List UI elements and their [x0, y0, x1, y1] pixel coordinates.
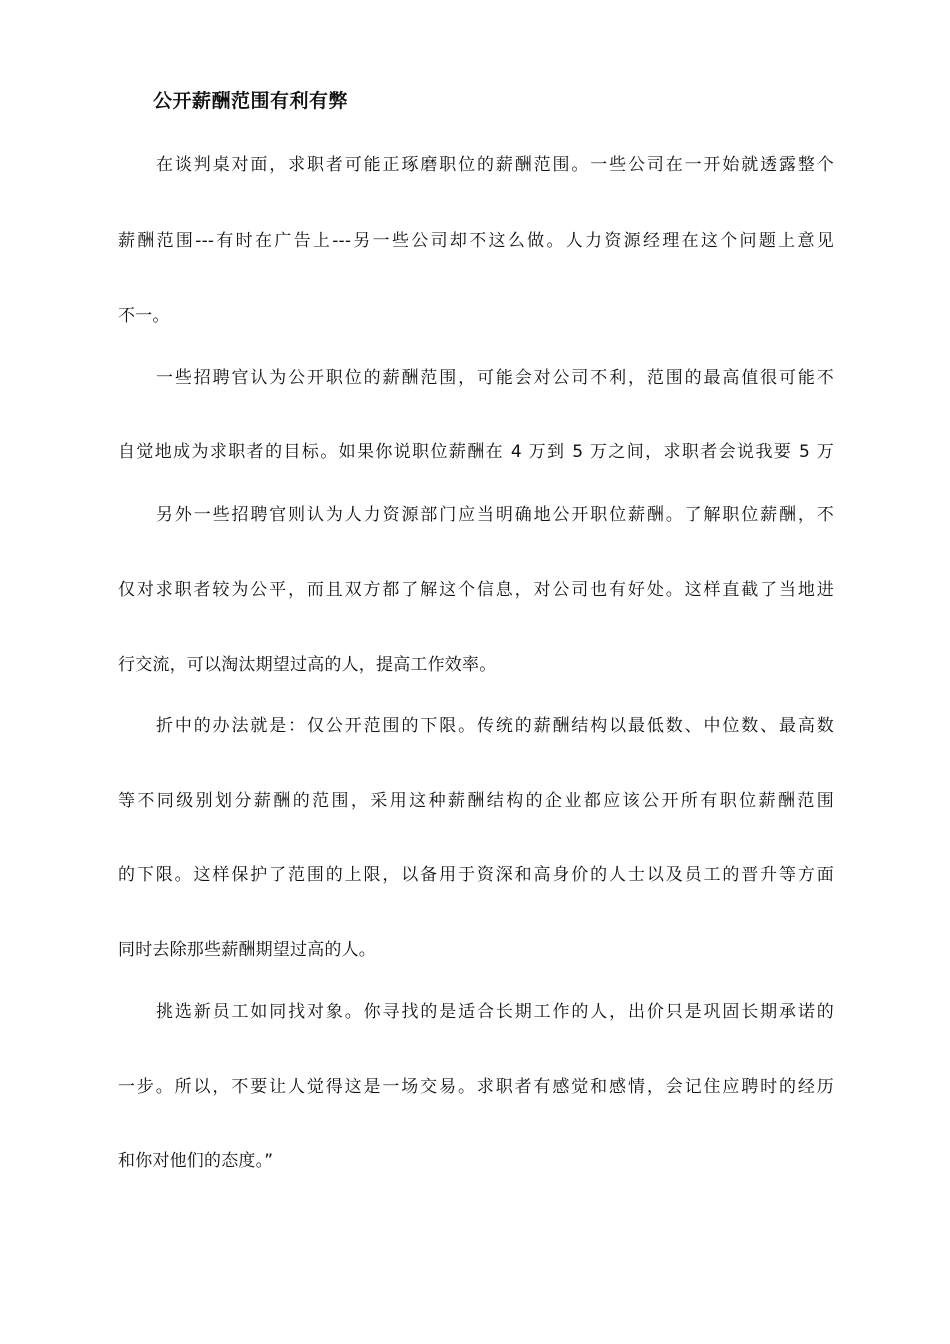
paragraph-1-line-3: 不一。: [118, 306, 170, 326]
paragraph-1-line-2: 薪酬范围---有时在广告上---另一些公司却不这么做。人力资源经理在这个问题上意见: [118, 231, 834, 251]
document-title: 公开薪酬范围有利有弊: [153, 90, 349, 112]
paragraph-5-line-1: 挑选新员工如同找对象。你寻找的是适合长期工作的人，出价只是巩固长期承诺的: [156, 1002, 834, 1022]
paragraph-2-line-2: 自觉地成为求职者的目标。如果你说职位薪酬在 4 万到 5 万之间，求职者会说我要 5 万: [118, 442, 834, 462]
paragraph-2-line-1: 一些招聘官认为公开职位的薪酬范围，可能会对公司不利，范围的最高值很可能不: [156, 368, 834, 388]
paragraph-5-line-3: 和你对他们的态度。”: [118, 1151, 274, 1171]
paragraph-4-line-1: 折中的办法就是：仅公开范围的下限。传统的薪酬结构以最低数、中位数、最高数: [156, 716, 834, 736]
paragraph-3-line-2: 仅对求职者较为公平，而且双方都了解这个信息，对公司也有好处。这样直截了当地进: [118, 580, 834, 600]
paragraph-4-line-4: 同时去除那些薪酬期望过高的人。: [118, 940, 376, 960]
paragraph-3-line-3: 行交流，可以淘汰期望过高的人，提高工作效率。: [118, 655, 497, 675]
paragraph-4-line-3: 的下限。这样保护了范围的上限，以备用于资深和高身价的人士以及员工的晋升等方面: [118, 865, 834, 885]
paragraph-1-line-1: 在谈判桌对面，求职者可能正琢磨职位的薪酬范围。一些公司在一开始就透露整个: [156, 155, 834, 175]
paragraph-4-line-2: 等不同级别划分薪酬的范围，采用这种薪酬结构的企业都应该公开所有职位薪酬范围: [118, 791, 834, 811]
paragraph-3-line-1: 另外一些招聘官则认为人力资源部门应当明确地公开职位薪酬。了解职位薪酬，不: [156, 505, 834, 525]
paragraph-5-line-2: 一步。所以，不要让人觉得这是一场交易。求职者有感觉和感情，会记住应聘时的经历: [118, 1077, 834, 1097]
